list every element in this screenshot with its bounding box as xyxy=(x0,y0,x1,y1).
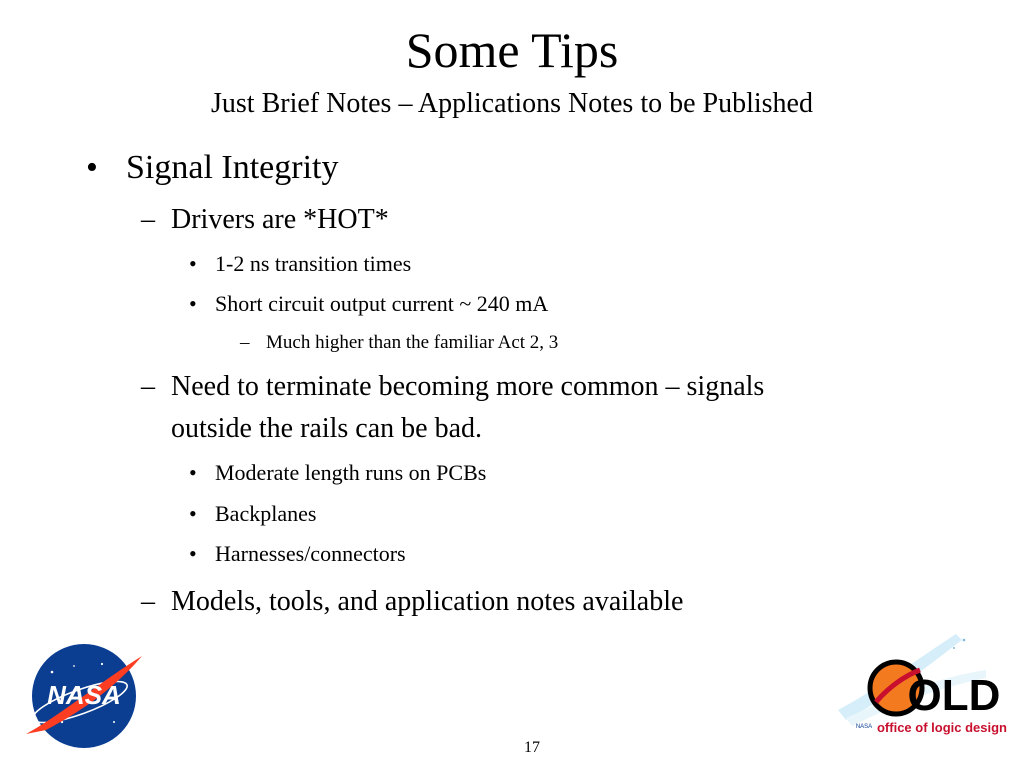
bullet-text: Much higher than the familiar Act 2, 3 xyxy=(266,332,559,353)
dash-marker: – xyxy=(141,586,155,617)
old-logo-text: OLD xyxy=(907,671,1001,720)
bullet-text: Models, tools, and application notes available xyxy=(171,586,684,617)
old-logo xyxy=(836,630,1012,742)
nasa-logo-text: NASA xyxy=(47,680,121,710)
bullet-text: Signal Integrity xyxy=(126,149,339,186)
old-logo-caption: office of logic design xyxy=(876,720,1008,735)
slide-subtitle: Just Brief Notes – Applications Notes to be Published xyxy=(211,88,813,119)
bullet-need-terminate-continued xyxy=(171,409,482,449)
bullet-signal-integrity xyxy=(86,148,339,188)
bullet-text: Need to terminate becoming more common – signals xyxy=(171,371,765,402)
bullet-marker: • xyxy=(189,460,197,485)
bullet-text: Harnesses/connectors xyxy=(215,541,406,566)
bullet-drivers-hot xyxy=(141,200,389,240)
bullet-marker: • xyxy=(189,541,197,566)
bullet-short-circuit xyxy=(189,290,549,318)
bullet-text: Moderate length runs on PCBs xyxy=(215,460,487,485)
nasa-logo-graphic xyxy=(22,642,146,750)
nasa-logo xyxy=(22,642,146,750)
bullet-text: Drivers are *HOT* xyxy=(171,204,389,235)
bullet-text: outside the rails can be bad. xyxy=(171,413,483,444)
page-number: 17 xyxy=(524,739,540,756)
bullet-text: Backplanes xyxy=(215,501,317,526)
bullet-text: 1-2 ns transition times xyxy=(215,251,412,276)
bullet-text: Short circuit output current ~ 240 mA xyxy=(215,291,549,316)
bullet-marker: • xyxy=(189,251,197,276)
bullet-marker: • xyxy=(86,149,98,186)
dash-marker: – xyxy=(141,371,155,402)
dash-marker: – xyxy=(240,332,250,353)
bullet-backplanes xyxy=(189,500,317,528)
bullet-transition-times xyxy=(189,250,412,278)
bullet-marker: • xyxy=(189,291,197,316)
bullet-moderate-length xyxy=(189,459,487,487)
bullet-need-terminate xyxy=(141,367,765,407)
bullet-harnesses xyxy=(189,540,406,568)
old-logo-graphic xyxy=(836,630,1012,742)
bullet-models-tools xyxy=(141,582,684,622)
bullet-much-higher xyxy=(240,330,559,356)
old-logo-nasa-small: NASA xyxy=(855,724,873,730)
dash-marker: – xyxy=(141,204,155,235)
bullet-marker: • xyxy=(189,501,197,526)
slide-title: Some Tips xyxy=(405,22,619,78)
